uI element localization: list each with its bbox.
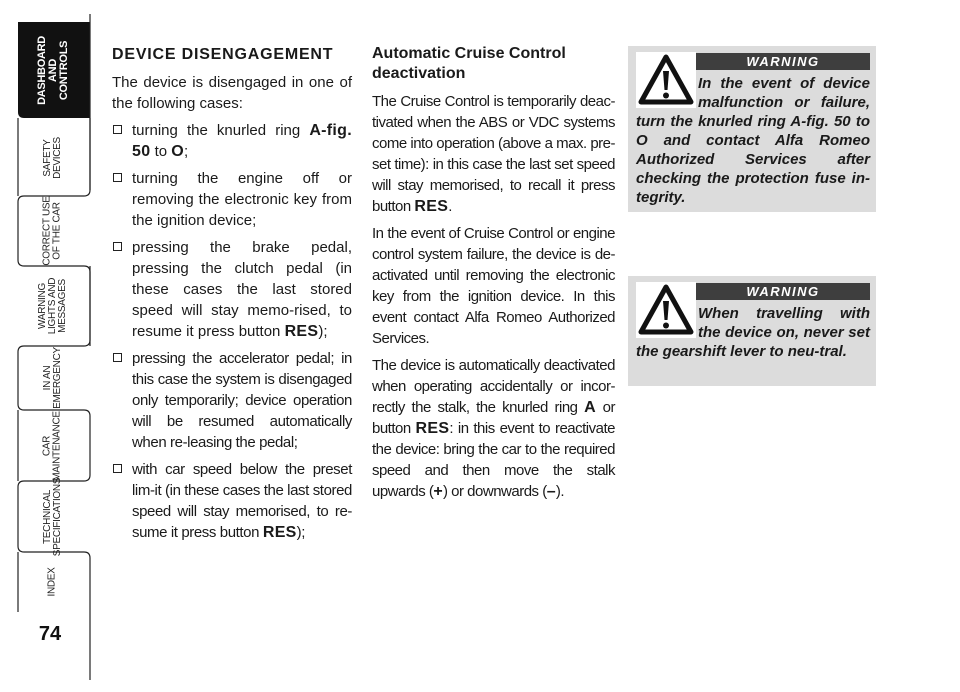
checkbox-bullet-icon	[113, 464, 122, 473]
paragraph-text: : in this event to reactivate the device: bring the car to the required speed and then move the stalk upwards (	[372, 420, 615, 500]
tab-warning-lights-and-messages[interactable]	[18, 268, 88, 344]
tab-label: WARNING LIGHTS AND MESSAGES	[37, 277, 68, 335]
item-text: pressing the accelerator pedal; in this case the system is disengaged only temporarily; device operation will be resumed automatically when re-leasing the pedal;	[132, 350, 352, 451]
tab-safety-devices[interactable]	[18, 122, 88, 194]
item-text: );	[296, 524, 306, 541]
warning-box-gearshift	[628, 276, 876, 386]
paragraph: In the event of Cruise Control or engine control system failure, the device is de-activated until removing the electronic key from the ignition device. In this event contact Alfa Romeo Authorized Services.	[372, 225, 615, 347]
paragraph	[372, 355, 615, 502]
warning-text	[636, 304, 870, 361]
res-button-ref: RES	[284, 323, 319, 340]
tab-car-maintenance[interactable]	[18, 412, 88, 479]
list-item	[112, 348, 352, 453]
res-button-ref: RES	[415, 420, 450, 437]
intro-paragraph: The device is disengaged in one of the following cases:	[112, 74, 352, 112]
paragraph-text: .	[448, 198, 452, 215]
paragraph-text: ) or downwards (	[443, 483, 547, 500]
checkbox-bullet-icon	[113, 353, 122, 362]
tab-dashboard-and-controls[interactable]	[18, 22, 88, 118]
column-cruise-control-deactivation	[372, 42, 615, 508]
list-item	[112, 120, 352, 162]
ring-ref: A	[584, 399, 597, 416]
checkbox-bullet-icon	[113, 242, 122, 251]
warning-text	[636, 74, 870, 207]
checkbox-bullet-icon	[113, 125, 122, 134]
item-text: turning the knurled ring	[132, 122, 310, 139]
plus-symbol: +	[433, 483, 444, 500]
tab-label: CAR MAINTENANCE	[41, 410, 63, 481]
list-item	[112, 237, 352, 342]
tab-label: TECHNICAL SPECIFICATIONS	[42, 477, 63, 556]
list-item	[112, 459, 352, 543]
ring-position: O	[171, 143, 185, 160]
paragraph-text: The Cruise Control is temporarily deac-tivated when the ABS or VDC systems come into operation (above a max. pre-set time): in this case the last set speed will stay memorised, to recall it press button	[372, 93, 615, 215]
res-button-ref: RES	[414, 198, 449, 215]
paragraph	[372, 91, 615, 217]
paragraph-text: The device is automatically deactivated when operating accidentally or incor-rectly the stalk, the knurled ring	[372, 357, 615, 416]
item-text: to	[150, 143, 172, 160]
warning-text-content: When travelling with the device on, never set the gearshift lever to neu-tral.	[636, 305, 870, 360]
item-text: with car speed below the preset lim-it (in these cases the last stored speed will stay memorised, to re-sume it press button	[132, 461, 352, 541]
item-text: ;	[184, 143, 189, 160]
minus-symbol: –	[546, 483, 556, 500]
res-button-ref: RES	[262, 524, 297, 541]
tab-index[interactable]	[18, 554, 88, 610]
list-item	[112, 168, 352, 231]
tab-correct-use-of-the-car[interactable]	[18, 198, 88, 264]
tab-label: IN AN EMERGENCY	[41, 347, 63, 409]
tab-label: SAFETY DEVICES	[42, 137, 63, 179]
chapter-tab-rail	[0, 0, 100, 692]
warning-box-malfunction	[628, 46, 876, 212]
paragraph-text: or button	[372, 399, 616, 437]
section-heading: Automatic Cruise Control deactivation	[372, 45, 566, 82]
item-text: );	[318, 323, 328, 340]
checkbox-bullet-icon	[113, 173, 122, 182]
tab-label: DASHBOARD AND CONTROLS	[35, 35, 70, 105]
tab-technical-specifications[interactable]	[18, 477, 88, 556]
tab-in-an-emergency[interactable]	[18, 348, 88, 408]
column-device-disengagement	[112, 42, 352, 549]
tab-label: CORRECT USE OF THE CAR	[42, 196, 63, 266]
tab-label: INDEX	[47, 567, 58, 597]
section-heading: DEVICE DISENGAGEMENT	[112, 46, 334, 63]
warning-label: WARNING	[696, 283, 870, 300]
page-number: 74	[38, 623, 62, 645]
item-text: pressing the brake pedal, pressing the clutch pedal (in these cases the last stored speed will stay memo-rised, to resume it press button	[132, 239, 352, 340]
warning-text-content: In the event of device malfunction or failure, turn the knurled ring A-fig. 50 to O and contact Alfa Romeo Authorized Services after checking the protection fuse in-tegrity.	[636, 75, 870, 206]
warning-label: WARNING	[696, 53, 870, 70]
figure-reference: A-fig. 50	[132, 122, 352, 160]
item-text: turning the engine off or removing the electronic key from the ignition device;	[132, 170, 352, 229]
paragraph-text: ).	[555, 483, 565, 500]
